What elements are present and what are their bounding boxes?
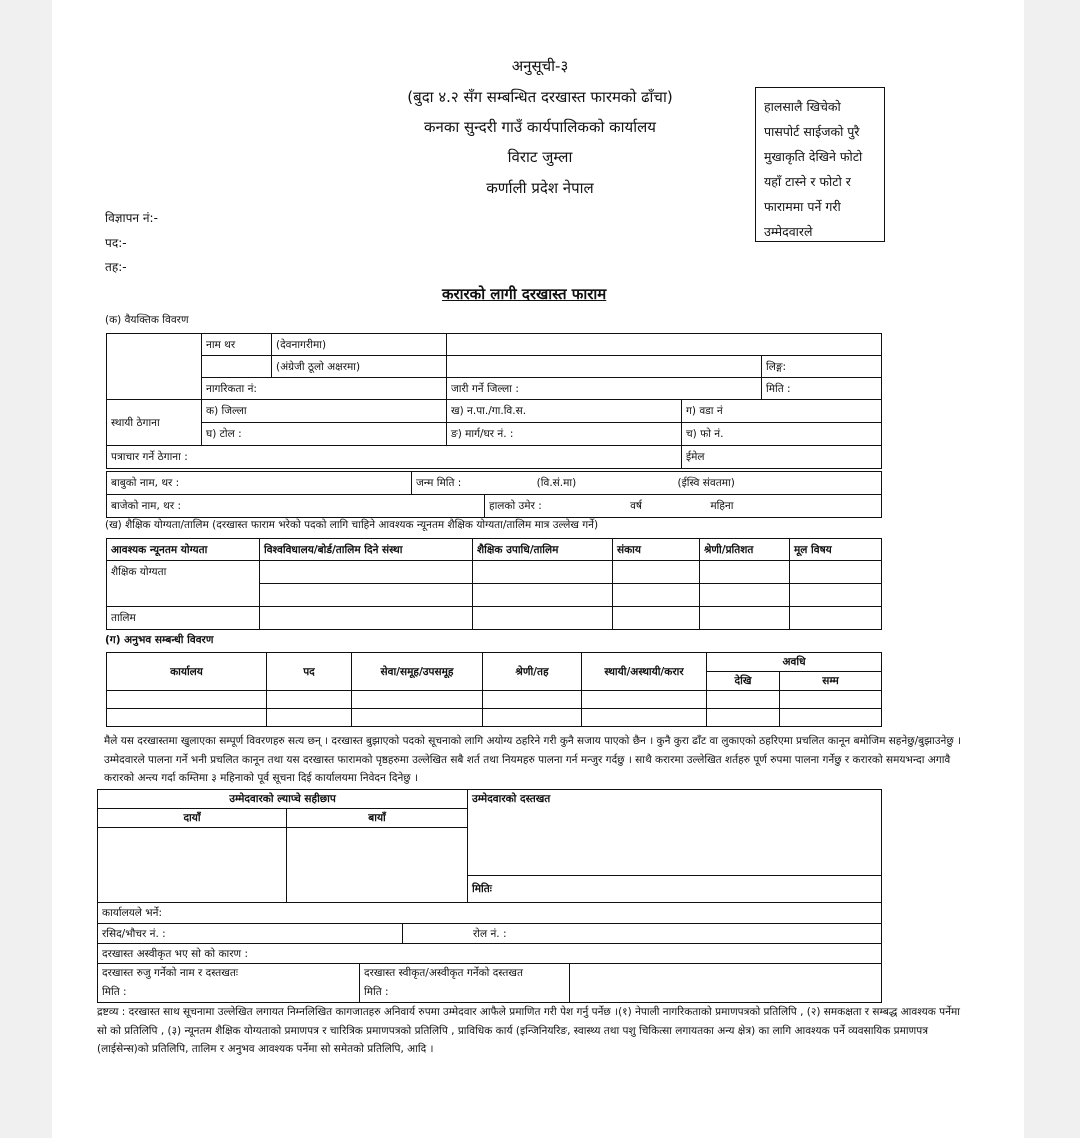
education-header-faculty: संकाय <box>613 539 700 561</box>
section-a-title: (क) वैयक्तिक विवरण <box>105 314 189 326</box>
roll-number-label[interactable]: रोल नं. : <box>403 924 882 944</box>
office-name: कनका सुन्दरी गाउँ कार्यपालिकको कार्यालय <box>424 118 656 136</box>
education-header-degree: शैक्षिक उपाधि/तालिम <box>473 539 613 561</box>
candidate-signature-box[interactable] <box>468 790 882 876</box>
education-header-qualification: आवश्यक न्यूनतम योग्यता <box>107 539 260 561</box>
tole-label[interactable]: घ) टोल : <box>202 423 447 446</box>
father-name-label[interactable]: बाबुको नाम, थर : <box>107 472 412 495</box>
experience-cell[interactable] <box>582 691 707 709</box>
devanagari-label: (देवनागरीमा) <box>272 334 447 356</box>
approver-cell[interactable] <box>360 964 570 1003</box>
education-cell[interactable] <box>790 584 882 607</box>
age-label: हालको उमेर : <box>489 500 542 512</box>
personal-details-table <box>106 333 882 469</box>
left-thumb-box[interactable] <box>287 828 468 903</box>
grandfather-name-label[interactable]: बाजेको नाम, थर : <box>107 495 485 518</box>
citizenship-date-label[interactable]: मिति : <box>762 378 882 400</box>
education-header-division: श्रेणी/प्रतिशत <box>700 539 790 561</box>
education-header-institution: विश्वविधालय/बोर्ड/तालिम दिने संस्था <box>260 539 473 561</box>
experience-cell[interactable] <box>267 691 352 709</box>
experience-header-service: सेवा/समूह/उपसमूह <box>352 653 483 691</box>
experience-header-duration: अवधि <box>707 653 882 672</box>
approver-date-label: मिति : <box>364 986 389 998</box>
approver-label: दरखास्त स्वीकृत/अस्वीकृत गर्नेको दस्तखत <box>364 967 523 979</box>
note-text: द्रष्टव्य : दरखास्त साथ सूचनामा उल्लेखित लगायत निम्नलिखित कागजातहरु अनिवार्य रुपमा उम्मेदवार आफैले प्रमाणित गरी पेश गर्नु पर्नेछ ।(१) नेपाली नागरिकताको प्रमाणपत्रको प्रतिलिपि , (२) समकक्षता र सम्बद्ध आवश्यक पर्नेमा सो को प्रतिलिपि , (३) न्यूनतम शैक्षिक योग्यताको प्रमाणपत्र र चारित्रिक प्रमाणपत्रको प्रतिलिपि , प्राविधिक कार्य (इन्जिनियरिङ, स्वास्थ्य तथा पशु चिकित्सा लगायतका अन्य क्षेत्र) का लागि आवश्यक पर्ने व्यवसायिक प्रमाणपत्र (लाईसेन्स)को प्रतिलिपि, तालिम र अनुभव आवश्यक पर्नेमा सो समेतको प्रतिलिपि, आदि । <box>97 1006 960 1055</box>
candidate-signature-label: उम्मेदवारको दस्तखत <box>472 793 551 805</box>
experience-cell[interactable] <box>352 691 483 709</box>
photo-box <box>755 87 885 242</box>
municipality-label[interactable]: ख) न.पा./गा.वि.स. <box>447 400 682 423</box>
training-cell[interactable] <box>700 607 790 630</box>
name-label: नाम थर <box>202 334 272 356</box>
post-label: पद:- <box>105 236 127 250</box>
signature-date-label[interactable]: मितिः <box>468 876 882 903</box>
schedule-title: अनुसूची-३ <box>511 57 569 75</box>
photo-cell <box>107 334 202 400</box>
section-b-title: (ख) शैक्षिक योग्यता/तालिम (दरखास्त फाराम भरेको पदको लागि चाहिने आवश्यक न्यूनतम शैक्षिक योग्यता/तालिम मात्र उल्लेख गर्ने) <box>105 519 599 531</box>
experience-cell[interactable] <box>582 709 707 727</box>
training-cell[interactable] <box>613 607 700 630</box>
grandfather-table <box>106 494 882 518</box>
experience-header-level: श्रेणी/तह <box>483 653 582 691</box>
education-cell[interactable] <box>700 584 790 607</box>
experience-header-post: पद <box>267 653 352 691</box>
experience-cell[interactable] <box>707 691 780 709</box>
experience-cell[interactable] <box>267 709 352 727</box>
age-cell[interactable] <box>485 495 882 518</box>
dob-label: जन्म मिति : <box>416 477 462 489</box>
ad-number-label: विज्ञापन नं:- <box>105 211 158 225</box>
thumbprint-header: उम्मेदवारको ल्याप्चे सहीछाप <box>98 790 468 809</box>
postal-address-label[interactable]: पत्राचार गर्ने ठेगाना : <box>107 446 682 469</box>
rule-subtitle: (बुदा ४.२ सँग सम्बन्धित दरखास्त फारमको ढाँचा) <box>407 88 673 106</box>
experience-cell[interactable] <box>780 691 882 709</box>
section-c-title: (ग) अनुभव सम्बन्धी विवरण <box>105 634 214 646</box>
office-place: विराट जुम्ला <box>507 148 573 166</box>
receipt-label[interactable]: रसिद/भौचर नं. : <box>98 924 403 944</box>
province-name: कर्णाली प्रदेश नेपाल <box>486 179 594 197</box>
education-cell[interactable] <box>613 561 700 584</box>
age-months-label: महिना <box>710 500 734 512</box>
education-cell[interactable] <box>613 584 700 607</box>
training-row-label: तालिम <box>107 607 260 630</box>
experience-cell[interactable] <box>483 709 582 727</box>
name-blank <box>202 356 272 378</box>
phone-label[interactable]: च) फो नं. <box>682 423 882 446</box>
education-cell[interactable] <box>260 561 473 584</box>
experience-cell[interactable] <box>483 691 582 709</box>
name-devanagari-field[interactable] <box>447 334 882 356</box>
dob-ad-label: (ईस्वि संवतमा) <box>677 477 735 489</box>
age-years-label: वर्ष <box>630 500 643 512</box>
education-cell[interactable] <box>260 584 473 607</box>
experience-header-type: स्थायी/अस्थायी/करार <box>582 653 707 691</box>
gender-label[interactable]: लिङ्ग: <box>762 356 882 378</box>
marga-label[interactable]: ङ) मार्ग/घर नं. : <box>447 423 682 446</box>
dob-bs-label: (वि.सं.मा) <box>536 477 577 489</box>
training-cell[interactable] <box>790 607 882 630</box>
experience-header-to: सम्म <box>780 672 882 691</box>
experience-header-office: कार्यालय <box>107 653 267 691</box>
education-cell[interactable] <box>790 561 882 584</box>
email-label[interactable]: ईमेल <box>682 446 882 469</box>
ward-label[interactable]: ग) वडा नं <box>682 400 882 423</box>
level-label: तह:- <box>105 260 127 274</box>
right-thumb-box[interactable] <box>98 828 287 903</box>
issue-district-label[interactable]: जारी गर्ने जिल्ला : <box>447 378 762 400</box>
declaration-text: मैले यस दरखास्तमा खुलाएका सम्पूर्ण विवरणहरु सत्य छन् । दरखास्त बुझाएको पदको सूचनाको लागि अयोग्य ठहरिने गरी कुनै सजाय पाएको छैन । कुनै कुरा ढाँट वा लुकाएको ठहरिएमा प्रचलित कानून बमोजिम सहनेछु/बुझाउनेछु । उम्मेदवारले पालना गर्ने भनी प्रचलित कानून तथा यस दरखास्त फारामको पृष्ठहरुमा उल्लेखित सबै शर्त तथा नियमहरु पालना गर्न मन्जुर गर्दछु । साथै करारमा उल्लेखित शर्तहरु पूर्ण रुपमा पालना गर्नेछु र करारको समयभन्दा अगावै करारको अन्त्य गर्दा कम्तिमा ३ महिनाको पूर्व सूचना दिई कार्यालयमा निवेदन दिनेछु । <box>104 735 962 784</box>
photo-instruction: हालसालै खिचेको पासपोर्ट साईजको पुरै मुखाकृति देखिने फोटो यहाँ टास्ने र फोटो र फाराममा पर्ने गरी उम्मेदवारले <box>764 99 863 239</box>
experience-cell[interactable] <box>107 709 267 727</box>
experience-table <box>106 652 882 727</box>
experience-cell[interactable] <box>707 709 780 727</box>
education-cell[interactable] <box>700 561 790 584</box>
experience-header-from: देखि <box>707 672 780 691</box>
verification-table <box>97 963 882 1003</box>
signature-table <box>97 789 882 903</box>
registrar-cell[interactable] <box>98 964 360 1003</box>
district-label[interactable]: क) जिल्ला <box>202 400 447 423</box>
office-use-table <box>97 902 882 964</box>
reject-reason-label[interactable]: दरखास्त अस्वीकृत भए सो को कारण : <box>98 944 882 964</box>
dob-cell[interactable] <box>412 472 882 495</box>
english-label: (अंग्रेजी ठूलो अक्षरमा) <box>272 356 447 378</box>
education-cell[interactable] <box>473 584 613 607</box>
education-row-label: शैक्षिक योग्यता <box>107 561 260 607</box>
permanent-address-label: स्थायी ठेगाना <box>107 400 202 446</box>
education-header-subject: मूल विषय <box>790 539 882 561</box>
citizenship-label[interactable]: नागरिकता नं: <box>202 378 447 400</box>
registrar-date-label: मिति : <box>102 986 127 998</box>
experience-cell[interactable] <box>352 709 483 727</box>
approver-signature-space[interactable] <box>570 964 882 1003</box>
office-use-label: कार्यालयले भर्ने: <box>98 903 882 924</box>
form-title: करारको लागी दरखास्त फाराम <box>442 285 607 303</box>
experience-cell[interactable] <box>780 709 882 727</box>
left-thumb-label: बायाँ <box>287 809 468 828</box>
education-cell[interactable] <box>473 561 613 584</box>
family-details-table <box>106 471 882 495</box>
right-thumb-label: दायाँ <box>98 809 287 828</box>
name-english-field[interactable] <box>447 356 762 378</box>
experience-cell[interactable] <box>107 691 267 709</box>
training-cell[interactable] <box>473 607 613 630</box>
registrar-label: दरखास्त रुजु गर्नेको नाम र दस्तखतः <box>102 967 238 979</box>
training-cell[interactable] <box>260 607 473 630</box>
education-table <box>106 538 882 630</box>
